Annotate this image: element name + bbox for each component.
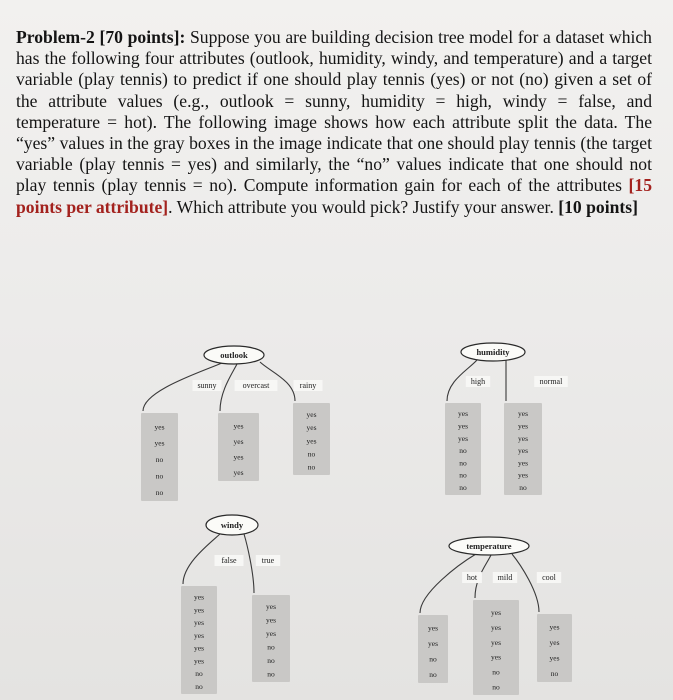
value-yes: yes	[491, 637, 501, 647]
value-yes: yes	[154, 422, 165, 432]
value-yes: yes	[458, 409, 468, 419]
tree-temperature	[418, 537, 572, 695]
value-yes: yes	[194, 592, 204, 602]
value-yes: yes	[233, 437, 244, 447]
value-yes: yes	[266, 629, 276, 639]
value-no: no	[459, 482, 467, 492]
attribute-label: humidity	[476, 347, 510, 357]
value-no: no	[492, 682, 500, 692]
value-yes: yes	[518, 421, 528, 431]
value-yes: yes	[518, 446, 528, 456]
value-yes: yes	[518, 458, 528, 468]
value-no: no	[307, 449, 316, 459]
tree-windy	[181, 515, 290, 694]
branch-label-sunny: sunny	[197, 381, 217, 390]
value-yes: yes	[194, 618, 204, 628]
value-yes: yes	[491, 622, 501, 632]
branch-label-false: false	[221, 556, 237, 565]
value-no: no	[267, 669, 275, 679]
value-yes: yes	[233, 452, 244, 462]
value-yes: yes	[306, 436, 317, 446]
value-yes: yes	[518, 433, 528, 443]
value-yes: yes	[194, 643, 204, 653]
value-no: no	[195, 681, 203, 691]
value-yes: yes	[549, 622, 560, 632]
problem-question: . Which attribute you would pick? Justify your answer.	[168, 196, 554, 217]
branch-line-false	[183, 534, 220, 584]
branch-line-overcast	[220, 364, 237, 411]
value-yes: yes	[233, 468, 244, 478]
value-yes: yes	[428, 639, 438, 649]
attribute-label: temperature	[466, 541, 512, 551]
value-yes: yes	[458, 421, 468, 431]
final-points: [10 points]	[558, 196, 638, 217]
value-yes: yes	[428, 623, 438, 633]
value-yes: yes	[518, 409, 528, 419]
value-no: no	[195, 669, 203, 679]
branch-label-high: high	[470, 377, 486, 386]
value-yes: yes	[266, 615, 276, 625]
branch-line-true	[244, 534, 254, 593]
value-no: no	[155, 487, 164, 497]
branch-line-hot	[420, 554, 476, 613]
tree-outlook	[141, 346, 330, 501]
value-no: no	[459, 470, 467, 480]
value-yes: yes	[154, 438, 165, 448]
problem-heading: Problem-2 [70 points]:	[16, 27, 186, 47]
branch-label-mild: mild	[497, 573, 513, 582]
value-no: no	[550, 669, 559, 679]
value-no: no	[519, 482, 527, 492]
value-yes: yes	[549, 638, 560, 648]
value-yes: yes	[458, 433, 468, 443]
value-no: no	[459, 446, 467, 456]
attribute-label: outlook	[220, 350, 248, 360]
value-no: no	[267, 642, 275, 652]
value-yes: yes	[233, 421, 244, 431]
value-no: no	[492, 667, 500, 677]
value-yes: yes	[194, 630, 204, 640]
value-yes: yes	[491, 652, 501, 662]
value-no: no	[307, 462, 316, 472]
value-no: no	[459, 458, 467, 468]
branch-label-true: true	[261, 556, 275, 565]
value-yes: yes	[266, 602, 276, 612]
branch-label-hot: hot	[466, 573, 478, 582]
value-yes: yes	[306, 409, 317, 419]
value-yes: yes	[549, 653, 560, 663]
attribute-label: windy	[220, 520, 244, 530]
points-per-attribute: [15 points per attribute]	[16, 175, 652, 217]
tree-humidity	[445, 343, 568, 495]
value-yes: yes	[306, 423, 317, 433]
value-yes: yes	[491, 608, 501, 618]
branch-label-cool: cool	[542, 573, 556, 582]
value-yes: yes	[194, 605, 204, 615]
value-no: no	[429, 654, 437, 664]
value-no: no	[155, 455, 164, 465]
value-no: no	[267, 656, 275, 666]
value-no: no	[429, 670, 437, 680]
value-no: no	[155, 471, 164, 481]
problem-body: Suppose you are building decision tree model for a dataset which has the following four attributes (outlook, humidity, windy, and temperature) and a target variable (play tennis) to predict if one should play tennis (yes) or not (no) given a set of the attribute values (e.g., outlook = sunny, humidity = high, windy = false, and temperature = hot). The following image shows how each attribute split the data. The “yes” values in the gray boxes in the image indicate that one should play tennis (the target variable (play tennis = yes) and similarly, the “no” values indicate that one should not play tennis (play tennis = no). Compute information gain for each of the attributes	[16, 27, 652, 196]
branch-label-rainy: rainy	[299, 381, 317, 390]
value-yes: yes	[518, 470, 528, 480]
branch-label-normal: normal	[539, 377, 563, 386]
branch-label-overcast: overcast	[242, 381, 270, 390]
value-yes: yes	[194, 656, 204, 666]
